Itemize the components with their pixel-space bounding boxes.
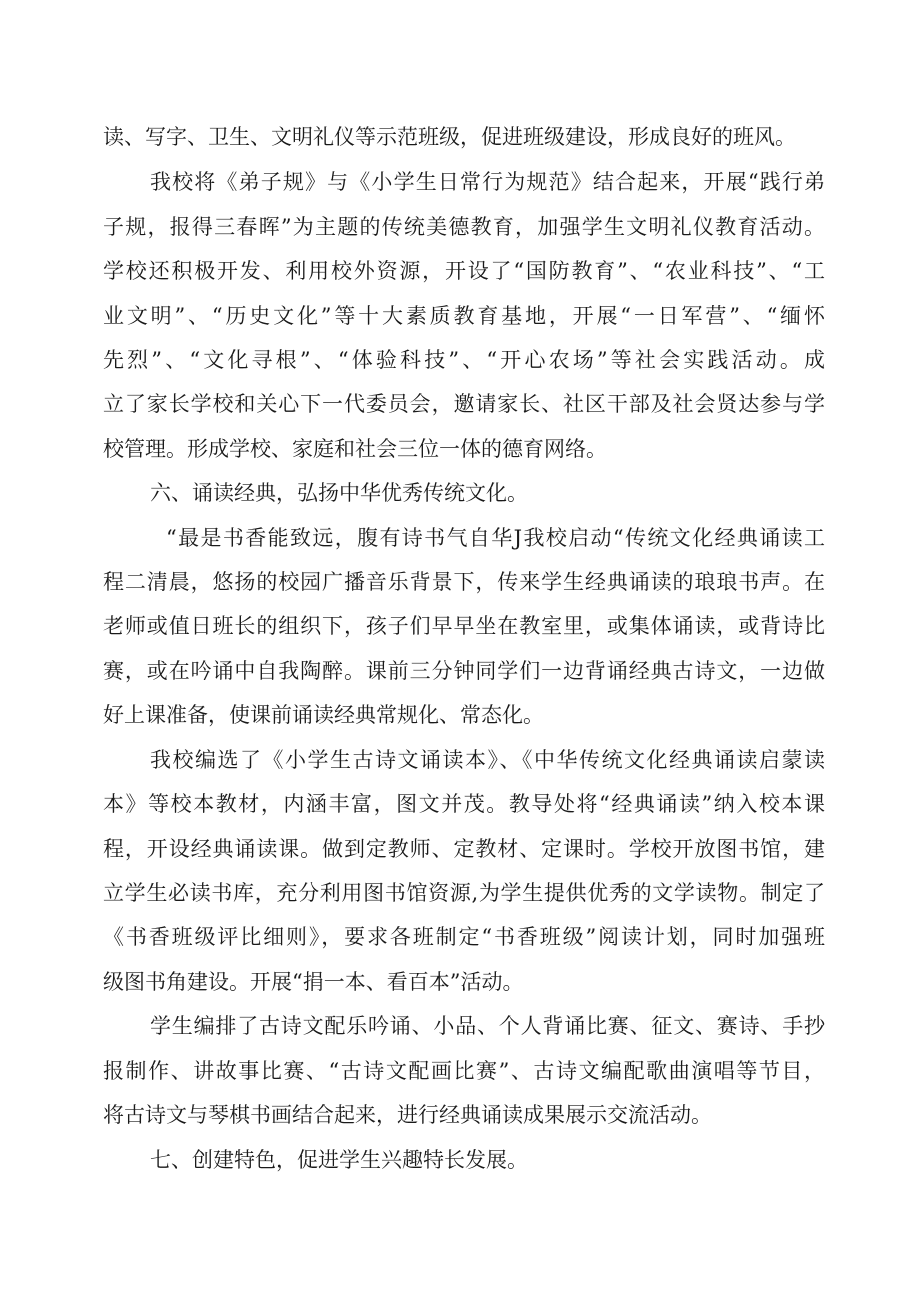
text-line: 学校还积极开发、利用校外资源，开设了“国防教育”、“农业科技”、“工: [103, 259, 825, 283]
text-line: 级图书角建设。开展“捐一本、看百本”活动。: [103, 970, 524, 994]
text-line: 立了家长学校和关心下一代委员会，邀请家长、社区干部及社会贤达参与学: [103, 392, 825, 416]
text-line: 本》等校本教材，内涵丰富，图文并茂。教导处将“经典诵读”纳入校本课: [103, 792, 825, 816]
text-line: 程二清晨，悠扬的校园广播音乐背景下，传来学生经典诵读的琅琅书声。在: [103, 570, 825, 594]
text-line: 程，开设经典诵读课。做到定教师、定教材、定课时。学校开放图书馆，建: [103, 837, 825, 861]
text-line: 子规，报得三春晖”为主题的传统美德教育，加强学生文明礼仪教育活动。: [103, 215, 825, 239]
section-heading: 七、创建特色，促进学生兴趣特长发展。: [150, 1148, 528, 1172]
text-line: 校管理。形成学校、家庭和社会三位一体的德育网络。: [103, 437, 607, 461]
text-line: 读、写字、卫生、文明礼仪等示范班级，促进班级建设，形成良好的班风。: [103, 125, 796, 149]
text-line: 报制作、讲故事比赛、“古诗文配画比赛”、古诗文编配歌曲演唱等节目，: [103, 1059, 825, 1083]
text-line: “最是书香能致远，腹有诗书气自华J我校启动“传统文化经典诵读工: [166, 526, 825, 550]
text-line: 《书香班级评比细则》，要求各班制定“书香班级”阅读计划，同时加强班: [103, 925, 825, 949]
text-line: 老师或值日班长的组织下，孩子们早早坐在教室里，或集体诵读，或背诗比: [103, 614, 825, 638]
text-line: 好上课准备，使课前诵读经典常规化、常态化。: [103, 703, 544, 727]
text-line: 立学生必读书库，充分利用图书馆资源,为学生提供优秀的文学读物。制定了: [103, 881, 825, 905]
text-line: 先烈”、“文化寻根”、“体验科技”、“开心农场”等社会实践活动。成: [103, 348, 825, 372]
text-line: 我校将《弟子规》与《小学生日常行为规范》结合起来，开展“践行弟: [150, 170, 825, 194]
text-line: 赛，或在吟诵中自我陶醉。课前三分钟同学们一边背诵经典古诗文，一边做: [103, 659, 825, 683]
text-line: 业文明”、“历史文化”等十大素质教育基地，开展“一日军营”、“缅怀: [103, 304, 825, 328]
text-line: 将古诗文与琴棋书画结合起来，进行经典诵读成果展示交流活动。: [103, 1103, 712, 1127]
text-line: 我校编选了《小学生古诗文诵读本》、《中华传统文化经典诵读启蒙读: [150, 748, 825, 772]
text-line: 学生编排了古诗文配乐吟诵、小品、个人背诵比赛、征文、赛诗、手抄: [150, 1014, 825, 1038]
section-heading: 六、诵读经典，弘扬中华优秀传统文化。: [150, 481, 528, 505]
